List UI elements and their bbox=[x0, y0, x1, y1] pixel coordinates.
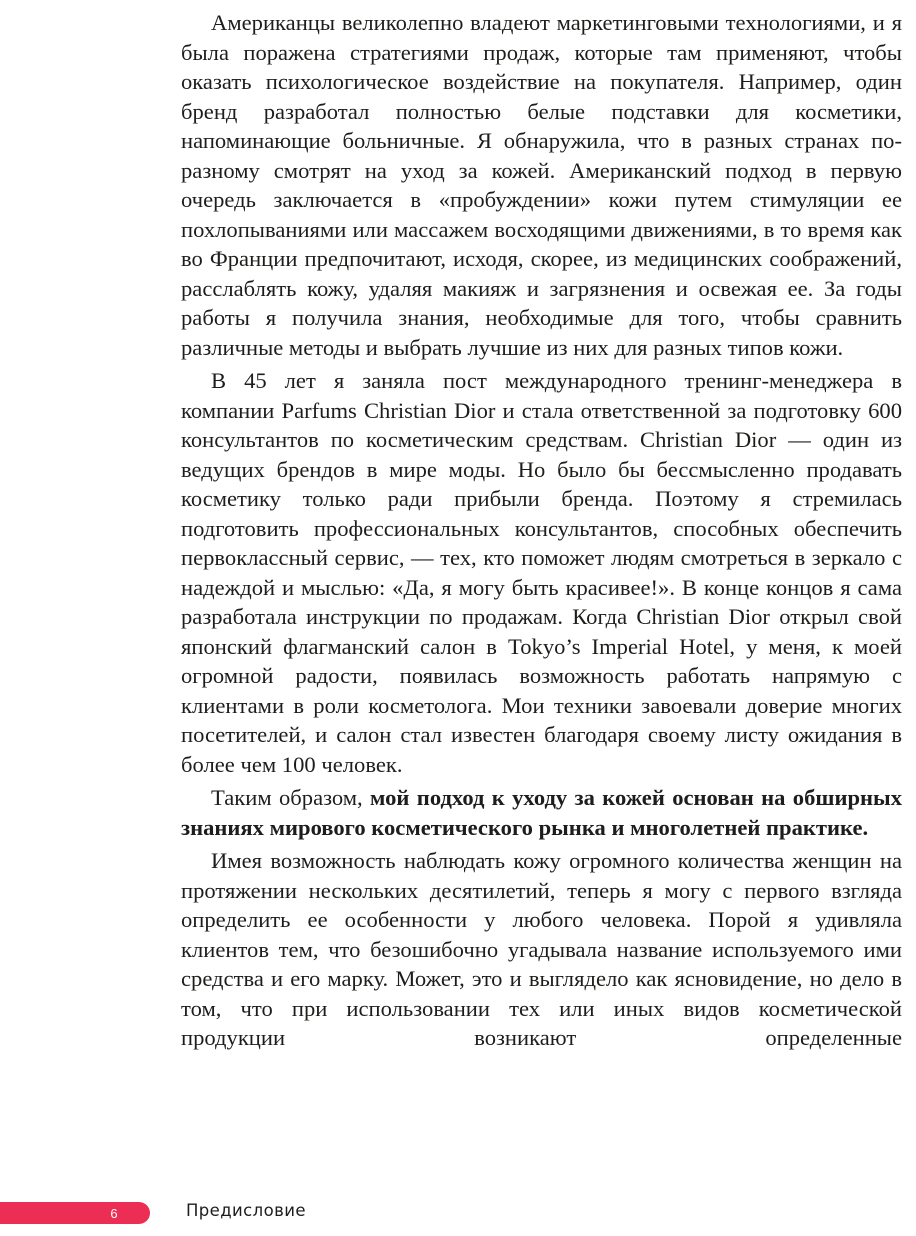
paragraph bbox=[181, 783, 902, 842]
page-number-badge bbox=[0, 1202, 150, 1224]
paragraph-bold-text: мой подход к уходу за кожей основан на обширных знаниях мирового косметического рынка и многолетней практике. bbox=[181, 785, 902, 840]
page-number: 6 bbox=[110, 1205, 118, 1221]
running-footer-title: Предисловие bbox=[186, 1201, 306, 1220]
paragraph-text: Таким образом, bbox=[211, 785, 371, 810]
paragraph-text: Имея возможность наблюдать кожу огромного количества женщин на протяжении нескольких десятилетий, теперь я могу с первого взгляда определить ее особенности у любого человека. Порой я удивляла клиентов тем, что безошибочно угадывала название используемого ими средства и его марку. Может, это и выглядело как ясновидение, но дело в том, что при использовании тех или иных видов косметической продукции возникают определенные bbox=[181, 848, 902, 1050]
paragraph-text: В 45 лет я заняла пост международного тренинг-менеджера в компании Parfums Christian Dior и стала ответственной за подготовку 600 консультантов по косметическим средствам. Christian Dior — один из ведущих брендов в мире моды. Но было бы бессмысленно продавать косметику только ради прибыли бренда. Поэтому я стремилась подготовить профессиональных консультантов, способных обеспечить первоклассный сервис, — тех, кто поможет людям смотреться в зеркало с надеждой и мыслью: «Да, я могу быть красивее!». В конце концов я сама разработала инструкции по продажам. Когда Christian Dior открыл свой японский флагманский салон в Tokyo’s Imperial Hotel, у меня, к моей огромной радости, появилась возможность работать напрямую с клиентами в роли косметолога. Мои техники завоевали доверие многих посетителей, и салон стал известен благодаря своему листу ожидания в более чем 100 человек. bbox=[181, 368, 902, 777]
paragraph bbox=[181, 8, 902, 362]
body-text bbox=[181, 8, 902, 1053]
paragraph bbox=[181, 366, 902, 779]
paragraph-text: Американцы великолепно владеют маркетинговыми технологиями, и я была поражена стратегиями продаж, которые там применяют, чтобы оказать психологическое воздействие на покупателя. Например, один бренд разработал полностью белые подставки для косметики, напоминающие больничные. Я обнаружила, что в разных странах по-разному смотрят на уход за кожей. Американский подход в первую очередь заключается в «пробуждении» кожи путем стимуляции ее похлопываниями или массажем восходящими движениями, в то время как во Франции предпочитают, исходя, скорее, из медицинских соображений, расслаблять кожу, удаляя макияж и загрязнения и освежая ее. За годы работы я получила знания, необходимые для того, чтобы сравнить различные методы и выбрать лучшие из них для разных типов кожи. bbox=[181, 10, 902, 360]
paragraph bbox=[181, 846, 902, 1053]
